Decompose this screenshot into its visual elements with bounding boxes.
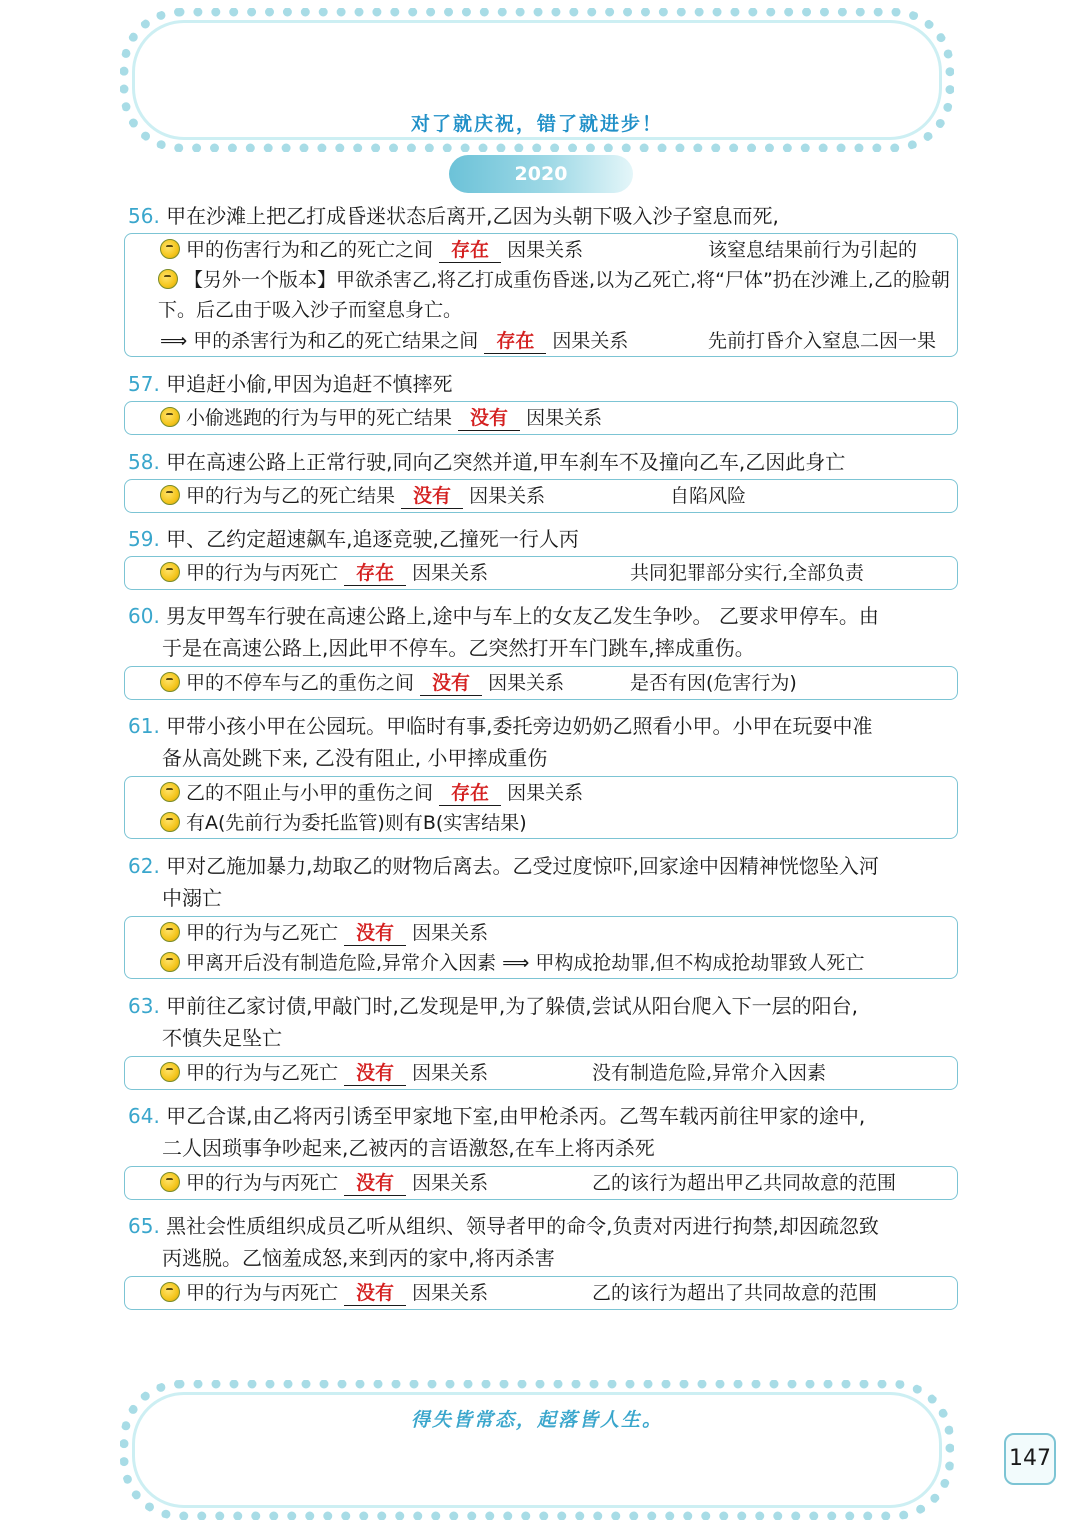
question-61 xyxy=(128,710,958,774)
page-number: 147 xyxy=(1004,1433,1056,1485)
question-text-continued: 中溺亡 xyxy=(162,886,222,910)
question-text: 黑社会性质组织成员乙听从组织、领导者甲的命令,负责对丙进行拘禁,却因疏忽致 xyxy=(166,1214,879,1238)
question-text: 甲在高速公路上正常行驶,同向乙突然并道,甲车刹车不及撞向乙车,乙因此身亡 xyxy=(166,450,846,474)
question-58 xyxy=(128,446,958,478)
sponge-emoji-icon xyxy=(160,812,180,832)
answer-line: ⟹ 甲的杀害行为和乙的死亡结果之间 存在 因果关系 xyxy=(160,330,629,352)
question-text: 男友甲驾车行驶在高速公路上,途中与车上的女友乙发生争吵。 乙要求甲停车。由 xyxy=(166,604,879,628)
question-number: 62. xyxy=(128,854,160,878)
sponge-emoji-icon xyxy=(160,1172,180,1192)
answer-line: 有A(先前行为委托监管)则有B(实害结果) xyxy=(160,808,527,838)
question-number: 65. xyxy=(128,1214,160,1238)
answer-fill: 没有 xyxy=(344,1061,406,1086)
answer-line: 甲的行为与乙死亡 没有 因果关系 xyxy=(160,1058,488,1088)
answer-fill: 没有 xyxy=(344,921,406,946)
question-60 xyxy=(128,600,958,664)
answer-fill: 存在 xyxy=(344,561,406,586)
question-65 xyxy=(128,1210,958,1274)
answer-fill: 没有 xyxy=(420,671,482,696)
answer-note: 该窒息结果前行为引起的 xyxy=(708,239,918,261)
sponge-emoji-icon xyxy=(160,1282,180,1302)
question-text-continued: 二人因琐事争吵起来,乙被丙的言语激怒,在车上将丙杀死 xyxy=(162,1136,655,1160)
answer-fill: 没有 xyxy=(458,406,520,431)
answer-line: 甲的行为与丙死亡 没有 因果关系 xyxy=(160,1278,488,1308)
question-number: 64. xyxy=(128,1104,160,1128)
answer-note: 没有制造危险,异常介入因素 xyxy=(592,1062,827,1084)
question-number: 63. xyxy=(128,994,160,1018)
sponge-emoji-icon xyxy=(160,485,180,505)
answer-line: 甲的行为与乙死亡 没有 因果关系 xyxy=(160,918,488,948)
question-text: 甲乙合谋,由乙将丙引诱至甲家地下室,由甲枪杀丙。乙驾车载丙前往甲家的途中, xyxy=(166,1104,866,1128)
header-motto: 对了就庆祝，错了就进步！ xyxy=(410,113,663,135)
answer-line: 甲的不停车与乙的重伤之间 没有 因果关系 xyxy=(160,668,564,698)
answer-line: 【另外一个版本】甲欲杀害乙,将乙打成重伤昏迷,以为乙死亡,将“尸体”扔在沙滩上,乙的脸朝下。后乙由于吸入沙子而窒息身亡。 xyxy=(158,269,950,321)
answer-line: 甲的伤害行为和乙的死亡之间 存在 因果关系 xyxy=(160,235,583,265)
question-number: 59. xyxy=(128,527,160,551)
answer-fill: 存在 xyxy=(439,781,501,806)
question-text: 甲对乙施加暴力,劫取乙的财物后离去。乙受过度惊吓,回家途中因精神恍惚坠入河 xyxy=(166,854,879,878)
question-text: 甲在沙滩上把乙打成昏迷状态后离开,乙因为头朝下吸入沙子窒息而死, xyxy=(166,204,779,228)
question-number: 60. xyxy=(128,604,160,628)
sponge-emoji-icon xyxy=(160,239,180,259)
sponge-emoji-icon xyxy=(160,952,180,972)
question-59 xyxy=(128,523,958,555)
answer-fill: 没有 xyxy=(344,1281,406,1306)
answer-line: 甲的行为与丙死亡 存在 因果关系 xyxy=(160,558,488,588)
answer-line: 甲离开后没有制造危险,异常介入因素 ⟹ 甲构成抢劫罪,但不构成抢劫罪致人死亡 xyxy=(160,948,864,978)
question-number: 56. xyxy=(128,204,160,228)
sponge-emoji-icon xyxy=(158,269,178,289)
answer-line: 甲的行为与丙死亡 没有 因果关系 xyxy=(160,1168,488,1198)
question-64 xyxy=(128,1100,958,1164)
answer-line: 小偷逃跑的行为与甲的死亡结果 没有 因果关系 xyxy=(160,403,602,433)
answer-line: 乙的不阻止与小甲的重伤之间 存在 因果关系 xyxy=(160,778,583,808)
sponge-emoji-icon xyxy=(160,782,180,802)
question-57 xyxy=(128,368,958,400)
question-text: 甲前往乙家讨债,甲敲门时,乙发现是甲,为了躲债,尝试从阳台爬入下一层的阳台, xyxy=(166,994,858,1018)
sponge-emoji-icon xyxy=(160,1062,180,1082)
sponge-emoji-icon xyxy=(160,922,180,942)
implies-arrow-icon: ⟹ xyxy=(160,330,188,352)
answer-line: 甲的行为与乙的死亡结果 没有 因果关系 xyxy=(160,481,545,511)
answer-note: 是否有因(危害行为) xyxy=(630,672,797,694)
answer-note: 共同犯罪部分实行,全部负责 xyxy=(630,562,865,584)
question-text: 甲带小孩小甲在公园玩。甲临时有事,委托旁边奶奶乙照看小甲。小甲在玩耍中准 xyxy=(166,714,873,738)
footer-frame xyxy=(120,1380,954,1520)
question-62 xyxy=(128,850,958,914)
answer-note: 先前打昏介入窒息二因一果 xyxy=(708,330,937,352)
sponge-emoji-icon xyxy=(160,562,180,582)
question-number: 57. xyxy=(128,372,160,396)
question-number: 58. xyxy=(128,450,160,474)
question-text-continued: 不慎失足坠亡 xyxy=(162,1026,282,1050)
question-text-continued: 备从高处跳下来, 乙没有阻止, 小甲摔成重伤 xyxy=(162,746,548,770)
header-frame xyxy=(120,8,954,152)
answer-fill: 没有 xyxy=(344,1171,406,1196)
year-badge: 2020 xyxy=(449,155,633,193)
question-56 xyxy=(128,200,958,232)
question-number: 61. xyxy=(128,714,160,738)
answer-note: 乙的该行为超出甲乙共同故意的范围 xyxy=(592,1172,897,1194)
answer-fill: 存在 xyxy=(439,238,501,263)
sponge-emoji-icon xyxy=(160,407,180,427)
answer-fill: 没有 xyxy=(401,484,463,509)
question-63 xyxy=(128,990,958,1054)
question-text-continued: 于是在高速公路上,因此甲不停车。乙突然打开车门跳车,摔成重伤。 xyxy=(162,636,755,660)
answer-note: 乙的该行为超出了共同故意的范围 xyxy=(592,1282,878,1304)
question-text: 甲追赶小偷,甲因为追赶不慎摔死 xyxy=(166,372,453,396)
question-text: 甲、乙约定超速飙车,追逐竞驶,乙撞死一行人丙 xyxy=(166,527,579,551)
sponge-emoji-icon xyxy=(160,672,180,692)
question-text-continued: 丙逃脱。乙恼羞成怒,来到丙的家中,将丙杀害 xyxy=(162,1246,555,1270)
answer-fill: 存在 xyxy=(484,329,546,354)
footer-motto: 得失皆常态，起落皆人生。 xyxy=(410,1409,663,1431)
answer-note: 自陷风险 xyxy=(670,485,747,507)
